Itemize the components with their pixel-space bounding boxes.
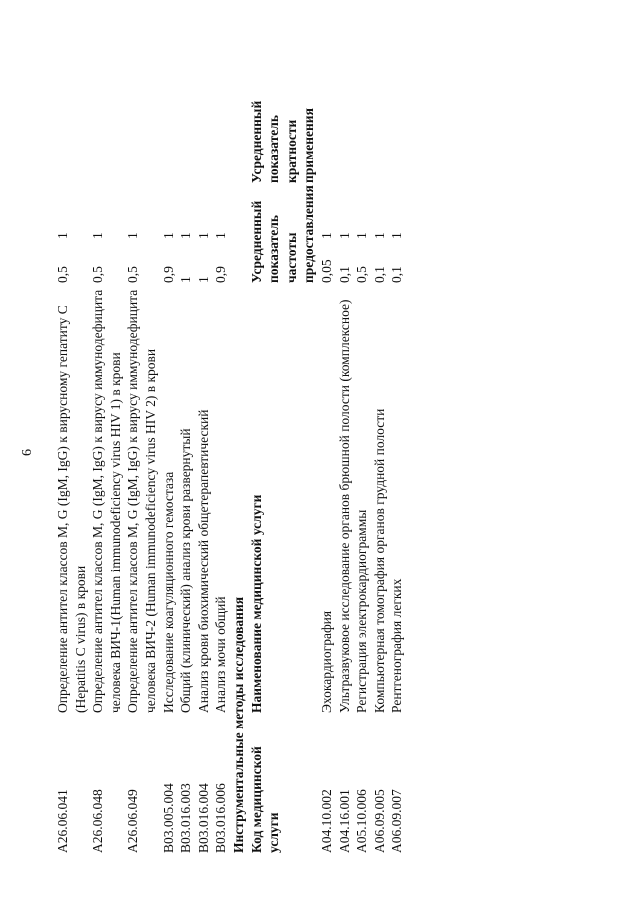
page-number: 6 — [20, 449, 35, 456]
service-code: A05.10.006 — [354, 789, 370, 853]
multiplicity-value: 1 — [389, 232, 405, 239]
service-code: A04.10.002 — [318, 789, 334, 853]
header-name: Наименование медицинской услуги — [248, 494, 264, 713]
frequency-value: 0,5 — [55, 266, 70, 283]
frequency-value: 0,5 — [90, 266, 106, 283]
table-row — [371, 3, 389, 853]
service-name: Исследование коагуляционного гемостаза — [160, 471, 176, 713]
service-name: Общий (клинический) анализ крови развернутый — [178, 428, 194, 713]
table-row — [89, 3, 124, 853]
service-code: B03.016.006 — [213, 783, 229, 853]
service-code: A26.06.041 — [55, 789, 70, 853]
service-name: Анализ крови биохимический общетерапевтический — [195, 409, 211, 713]
service-code: A26.06.048 — [90, 789, 106, 853]
service-name: Определение антител классов M, G (IgM, IgG) к вирусному гепатиту C (Hepatitis C virus) в крови — [55, 305, 88, 713]
multiplicity-value: 1 — [125, 232, 141, 239]
multiplicity-value: 1 — [55, 232, 70, 239]
service-name: Регистрация электрокардиограммы — [354, 509, 370, 713]
service-code: A04.16.001 — [336, 789, 352, 853]
service-name: Компьютерная томография органов грудной полости — [371, 408, 387, 713]
service-name: Эхокардиография — [318, 610, 334, 713]
frequency-value: 1 — [178, 276, 194, 283]
multiplicity-value: 1 — [213, 232, 229, 239]
service-code: A06.09.007 — [389, 789, 405, 853]
table-row — [388, 3, 406, 853]
table-row — [54, 3, 89, 853]
table-row — [212, 3, 230, 853]
service-code: A06.09.005 — [371, 789, 387, 853]
table-row — [318, 3, 336, 853]
service-code: B03.016.003 — [178, 783, 194, 853]
service-name: Определение антител классов M, G (IgM, IgG) к вирусу иммунодефицита человека ВИЧ-1(Human immunodeficiency virus HIV 1) в крови — [90, 289, 123, 713]
frequency-value: 1 — [195, 276, 211, 283]
multiplicity-value: 1 — [336, 232, 352, 239]
header-code: Код медицинской услуги — [248, 746, 282, 853]
multiplicity-value: 1 — [178, 232, 194, 239]
frequency-value: 0,1 — [336, 266, 352, 283]
services-table — [54, 3, 406, 853]
table-row — [353, 3, 371, 853]
table-row — [336, 3, 354, 853]
frequency-value: 0,9 — [213, 266, 229, 283]
frequency-value: 0,1 — [371, 266, 387, 283]
frequency-value: 0,9 — [160, 266, 176, 283]
service-name: Ультразвуковое исследование органов брюшной полости (комплексное) — [336, 299, 352, 713]
multiplicity-value: 1 — [354, 232, 370, 239]
multiplicity-value: 1 — [371, 232, 387, 239]
service-code: A26.06.049 — [125, 789, 141, 853]
frequency-value: 0,5 — [125, 266, 141, 283]
table-header — [248, 3, 318, 853]
multiplicity-value: 1 — [160, 232, 176, 239]
multiplicity-value: 1 — [90, 232, 106, 239]
service-name: Анализ мочи общий — [213, 596, 229, 713]
multiplicity-value: 1 — [195, 232, 211, 239]
service-code: B03.016.004 — [195, 783, 211, 853]
table-row — [160, 3, 178, 853]
service-name: Рентгенография легких — [389, 578, 405, 713]
service-code: B03.005.004 — [160, 783, 176, 853]
multiplicity-value: 1 — [318, 232, 334, 239]
frequency-value: 0,05 — [318, 259, 334, 283]
table-row — [124, 3, 159, 853]
section-title: Инструментальные методы исследования — [230, 596, 246, 853]
header-frequency: Усредненный показатель частоты предоставления — [248, 185, 317, 283]
table-row — [177, 3, 195, 853]
service-name: Определение антител классов M, G (IgM, IgG) к вирусу иммунодефицита человека ВИЧ-2 (Human immunodeficiency virus HIV 2) в крови — [125, 289, 158, 713]
frequency-value: 0,1 — [389, 266, 405, 283]
header-multiplicity: Усредненный показатель кратности применения — [248, 100, 317, 183]
frequency-value: 0,5 — [354, 266, 370, 283]
table-row — [195, 3, 213, 853]
